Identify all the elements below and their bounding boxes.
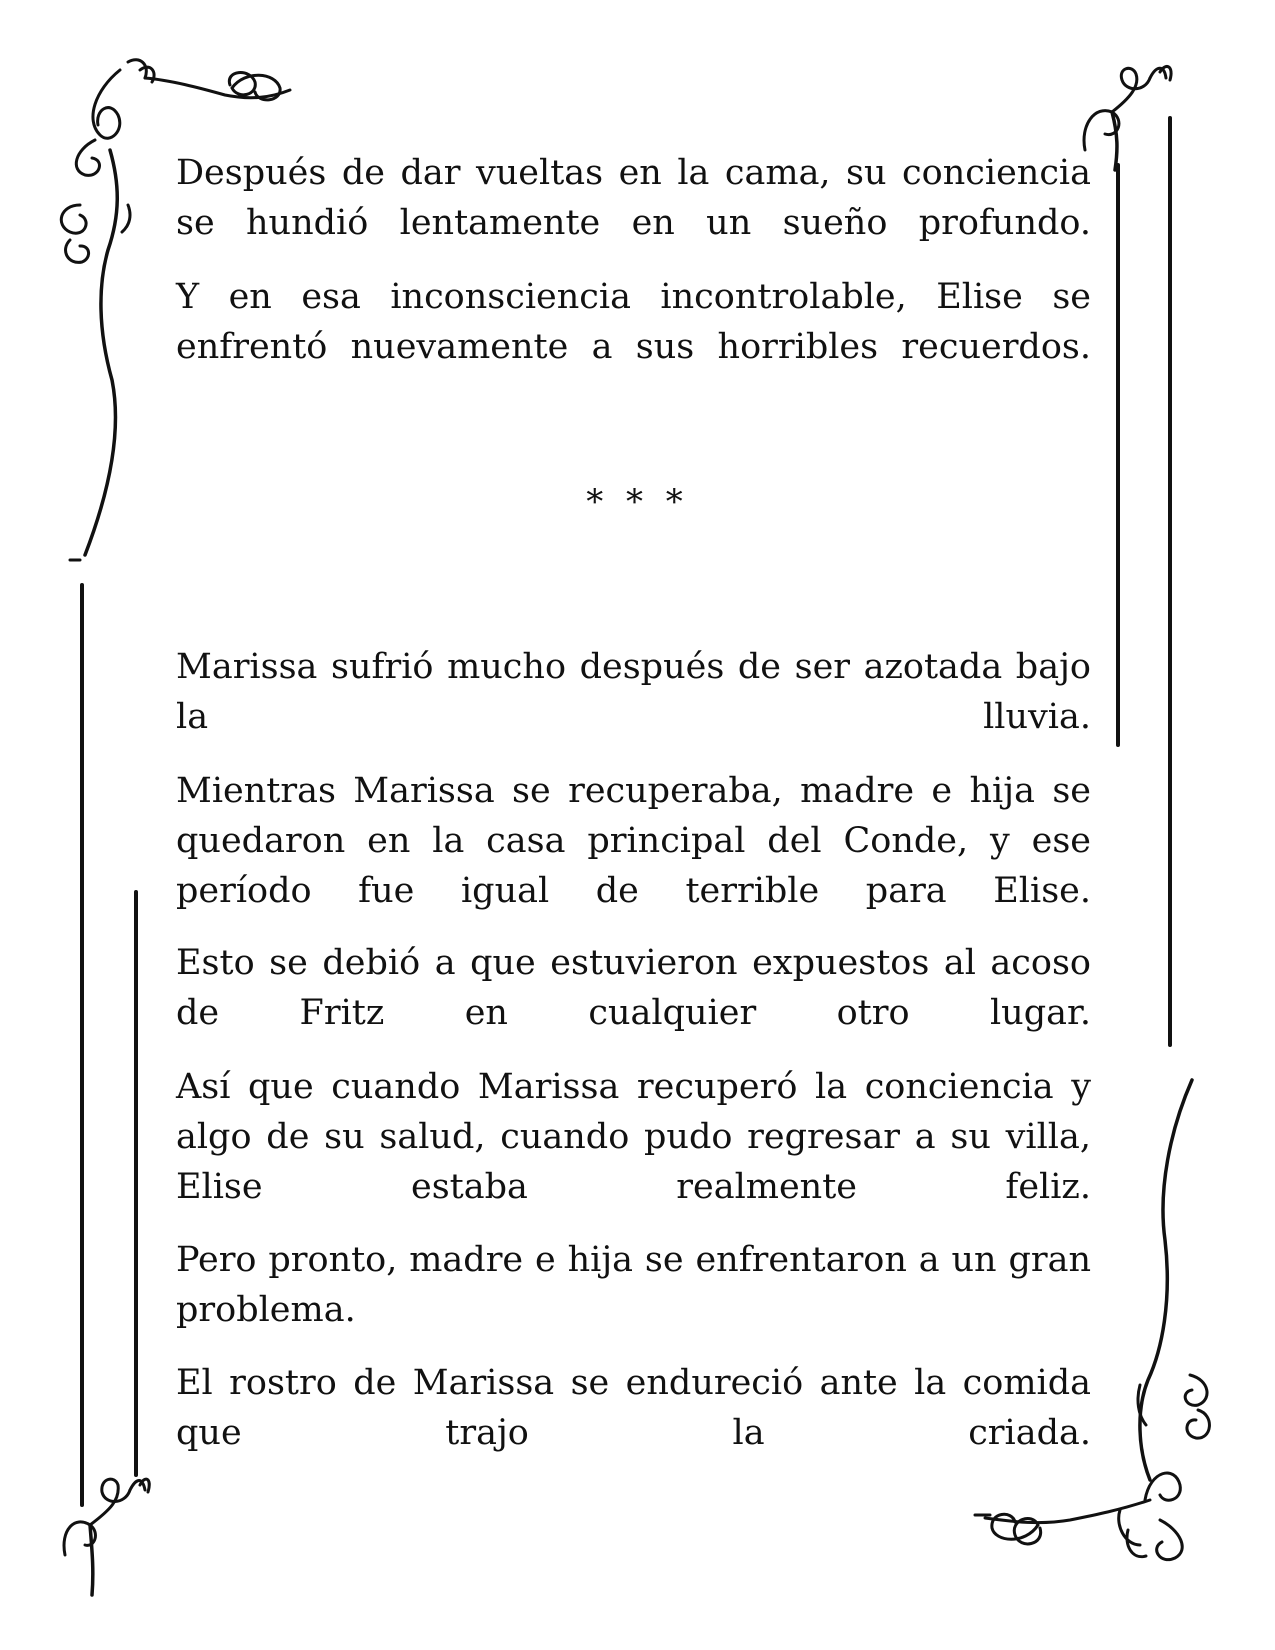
- bottom-left-flourish-ornament: [64, 1479, 149, 1595]
- paragraph-4: Mientras Marissa se recuperaba, madre e hija se quedaron en la casa principal del Conde, y ese período fue igual de terrible para Elise.: [176, 771, 1091, 911]
- paragraph-3: Marissa sufrió mucho después de ser azotada bajo la lluvia.: [176, 647, 1091, 737]
- scene-separator: * * *: [586, 482, 689, 522]
- paragraph-6: Así que cuando Marissa recuperó la conciencia y algo de su salud, cuando pudo regresar a su villa, Elise estaba realmente feliz.: [176, 1067, 1091, 1207]
- paragraph-5: Esto se debió a que estuvieron expuestos al acoso de Fritz en cualquier otro lugar.: [176, 943, 1091, 1033]
- paragraph-7: Pero pronto, madre e hija se enfrentaron a un gran problema.: [176, 1240, 1091, 1330]
- paragraph-1: Después de dar vueltas en la cama, su conciencia se hundió lentamente en un sueño profundo.: [176, 153, 1091, 243]
- top-right-flourish-ornament: [1084, 66, 1171, 170]
- paragraph-8: El rostro de Marissa se endureció ante la comida que trajo la criada.: [176, 1363, 1091, 1453]
- paragraph-2: Y en esa inconsciencia incontrolable, Elise se enfrentó nuevamente a sus horribles recuerdos.: [176, 277, 1091, 367]
